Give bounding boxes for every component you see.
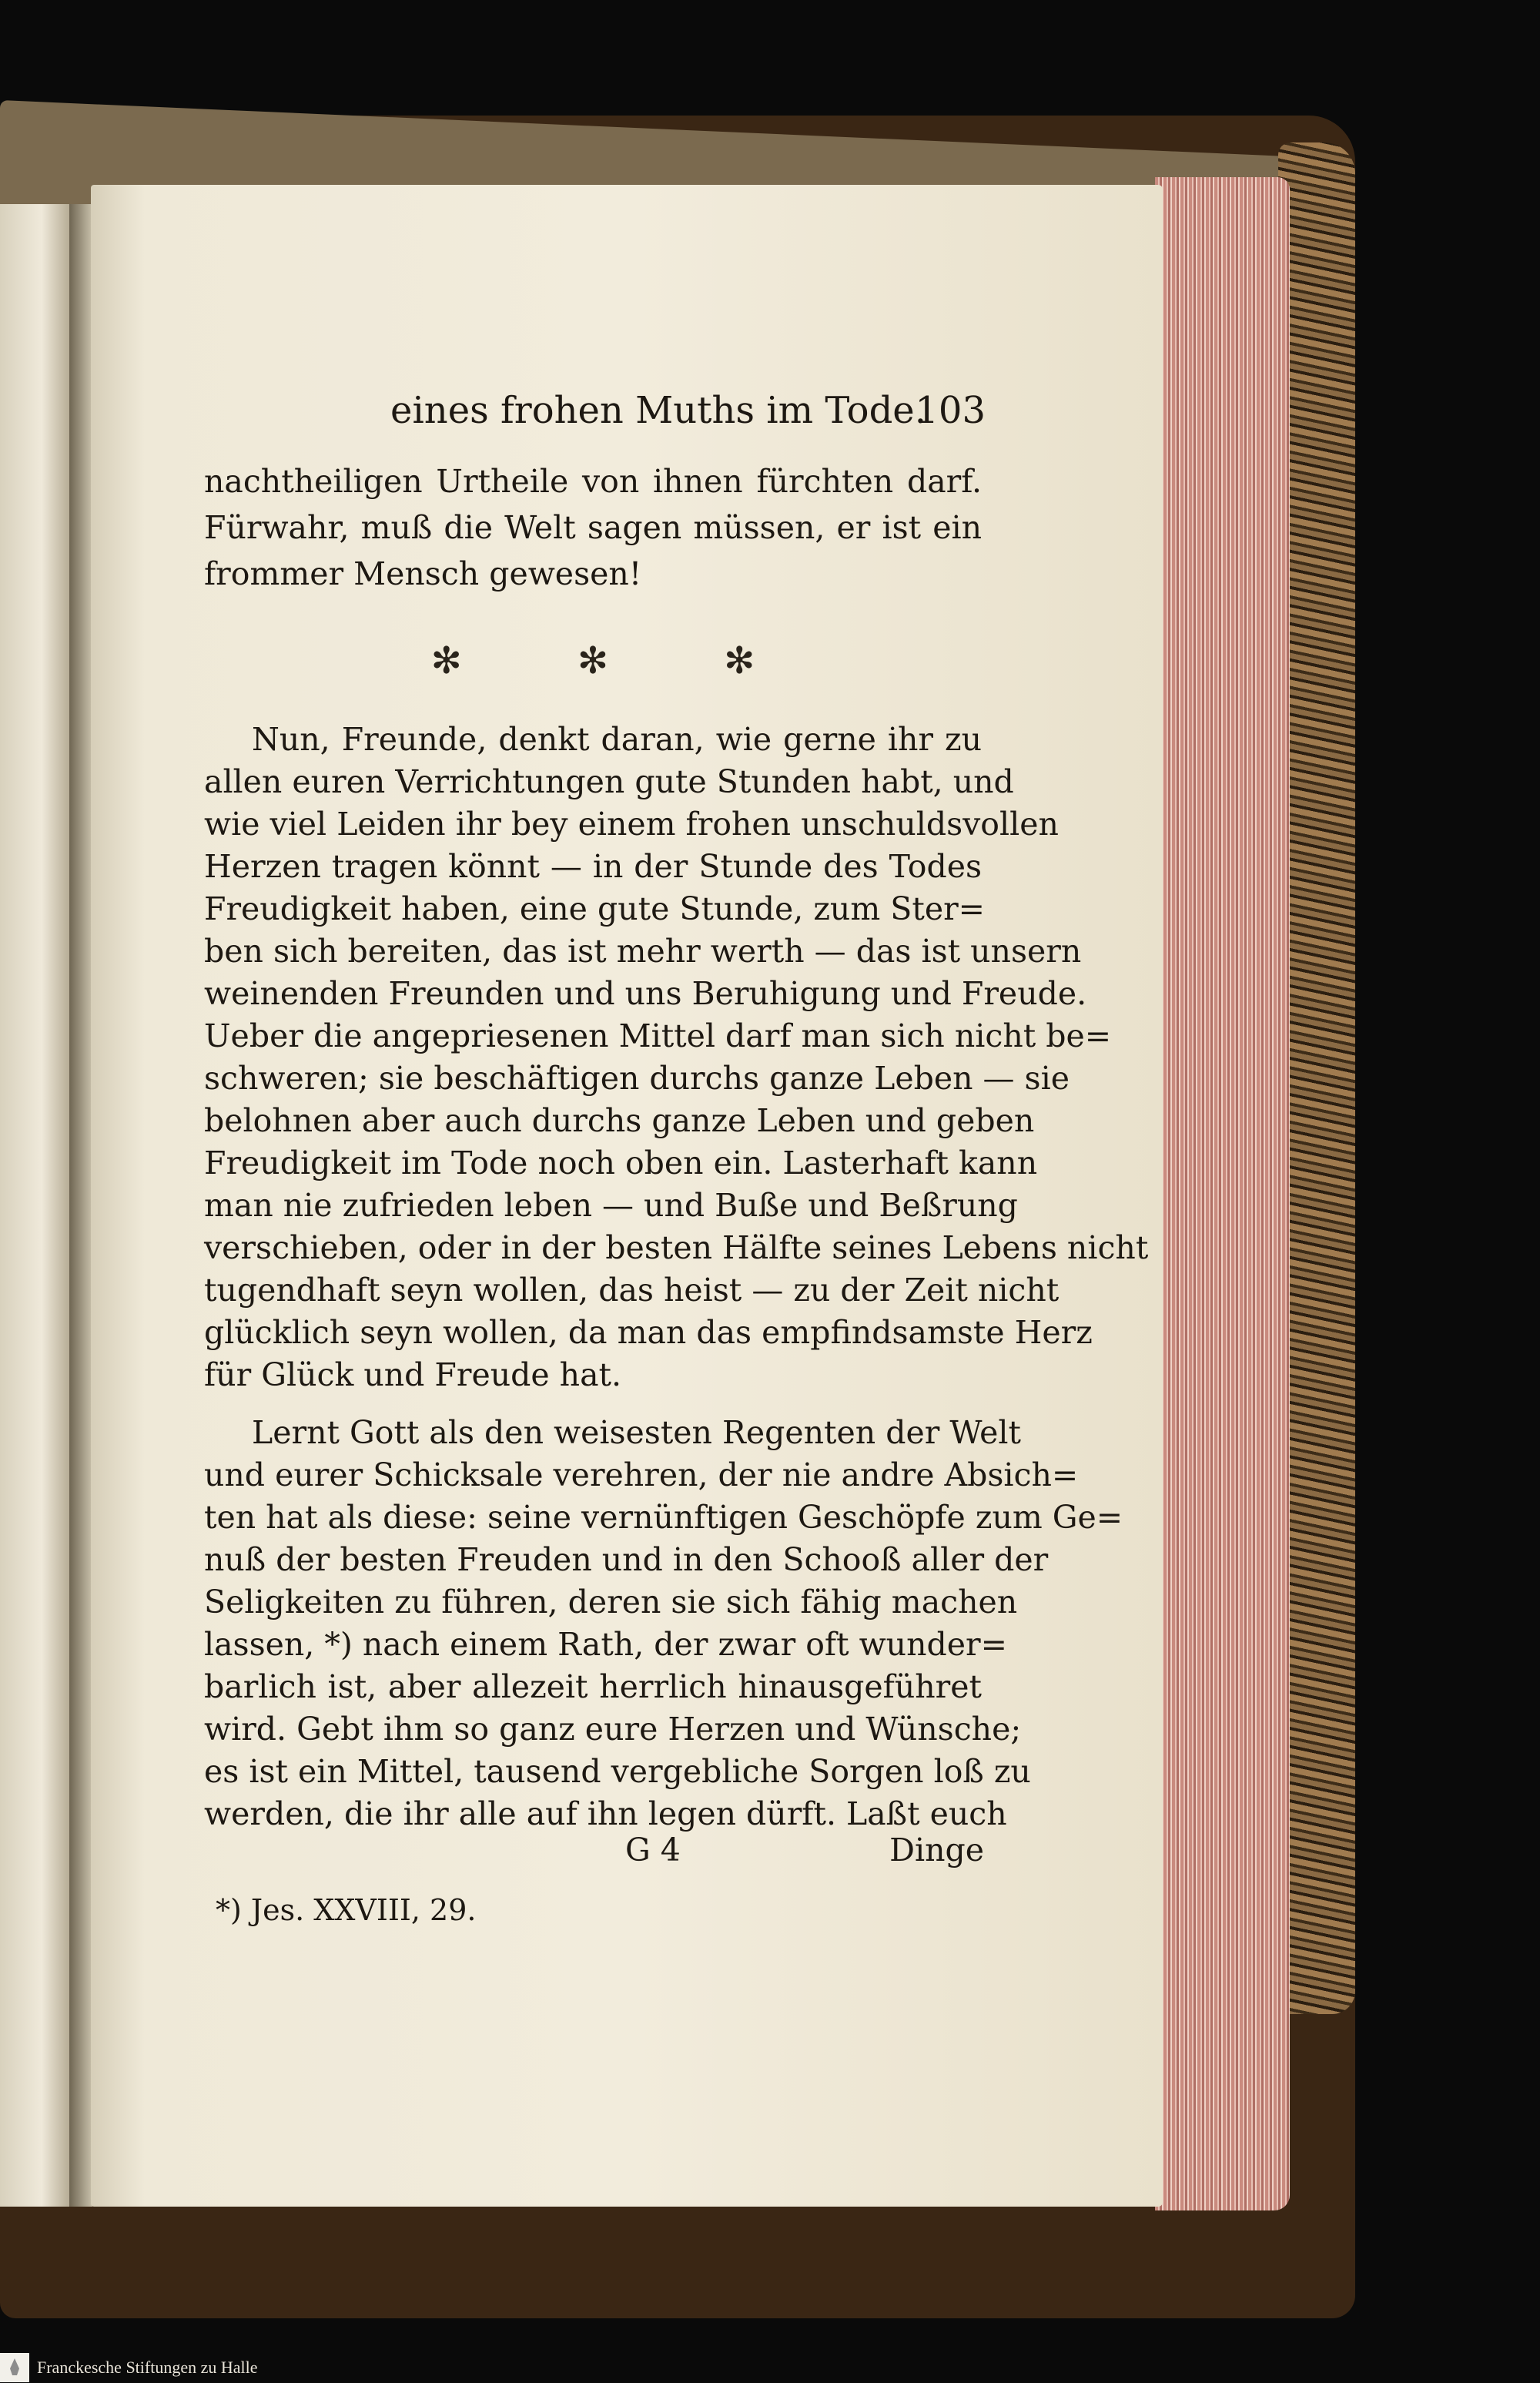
text-line: Herzen tragen könnt — in der Stunde des Todes bbox=[204, 848, 982, 885]
text-line: Freudigkeit im Tode noch oben ein. Lasterhaft kann bbox=[204, 1145, 1038, 1181]
page-number: 103 bbox=[915, 389, 986, 432]
gutter bbox=[69, 204, 92, 2207]
ornament-star-icon: ✻ bbox=[430, 639, 462, 682]
text-line: Ueber die angepriesenen Mittel darf man sich nicht be= bbox=[204, 1017, 1112, 1054]
page-edges bbox=[1155, 177, 1290, 2210]
text-line: Lernt Gott als den weisesten Regenten der Welt bbox=[252, 1414, 1022, 1451]
text-line: werden, die ihr alle auf ihn legen dürft. Laßt euch bbox=[204, 1795, 1007, 1832]
ornament-star-icon: ✻ bbox=[577, 639, 609, 682]
text-line: Freudigkeit haben, eine gute Stunde, zum Ster= bbox=[204, 890, 986, 927]
ornament-star-icon: ✻ bbox=[724, 639, 755, 682]
text-line: verschieben, oder in der besten Hälfte seines Lebens nicht bbox=[204, 1229, 1149, 1266]
institution-logo-icon bbox=[0, 2353, 29, 2382]
text-line: es ist ein Mittel, tausend vergebliche Sorgen loß zu bbox=[204, 1753, 1031, 1790]
text-line: tugendhaft seyn wollen, das heist — zu der Zeit nicht bbox=[204, 1272, 1060, 1309]
watermark bbox=[0, 2352, 385, 2383]
book-cover-right bbox=[1278, 142, 1355, 2014]
text-line: Seligkeiten zu führen, deren sie sich fähig machen bbox=[204, 1584, 1018, 1621]
text-line: glücklich seyn wollen, da man das empfindsamste Herz bbox=[204, 1314, 1093, 1351]
text-line: lassen, *) nach einem Rath, der zwar oft wunder= bbox=[204, 1626, 1007, 1663]
text-line: man nie zufrieden leben — und Buße und Beßrung bbox=[204, 1187, 1018, 1224]
watermark-text: Franckesche Stiftungen zu Halle bbox=[37, 2358, 258, 2377]
text-line: Fürwahr, muß die Welt sagen müssen, er ist ein bbox=[204, 509, 982, 546]
text-line: wie viel Leiden ihr bey einem frohen unschuldsvollen bbox=[204, 806, 1059, 843]
text-line: nuß der besten Freuden und in den Schooß aller der bbox=[204, 1541, 1049, 1578]
text-line: frommer Mensch gewesen! bbox=[204, 555, 642, 592]
text-line: barlich ist, aber allezeit herrlich hinausgeführet bbox=[204, 1668, 982, 1705]
text-line: ten hat als diese: seine vernünftigen Geschöpfe zum Ge= bbox=[204, 1499, 1123, 1536]
text-line: belohnen aber auch durchs ganze Leben und geben bbox=[204, 1102, 1035, 1139]
text-line: ben sich bereiten, das ist mehr werth — das ist unsern bbox=[204, 933, 1082, 970]
text-line: für Glück und Freude hat. bbox=[204, 1356, 622, 1393]
running-header: eines frohen Muths im Tode. bbox=[390, 389, 926, 432]
footnote: *) Jes. XXVIII, 29. bbox=[216, 1893, 477, 1927]
section-ornament bbox=[204, 639, 982, 682]
text-line: schweren; sie beschäftigen durchs ganze Leben — sie bbox=[204, 1060, 1070, 1097]
text-line: nachtheiligen Urtheile von ihnen fürchten darf. bbox=[204, 463, 982, 500]
left-page-edge bbox=[0, 204, 69, 2207]
catchword: Dinge bbox=[889, 1832, 984, 1869]
signature-mark: G 4 bbox=[625, 1832, 681, 1869]
text-line: Nun, Freunde, denkt daran, wie gerne ihr zu bbox=[252, 721, 982, 758]
text-line: wird. Gebt ihm so ganz eure Herzen und Wünsche; bbox=[204, 1711, 1022, 1748]
text-line: weinenden Freunden und uns Beruhigung und Freude. bbox=[204, 975, 1087, 1012]
text-line: und eurer Schicksale verehren, der nie andre Absich= bbox=[204, 1456, 1079, 1493]
text-line: allen euren Verrichtungen gute Stunden habt, und bbox=[204, 763, 1014, 800]
